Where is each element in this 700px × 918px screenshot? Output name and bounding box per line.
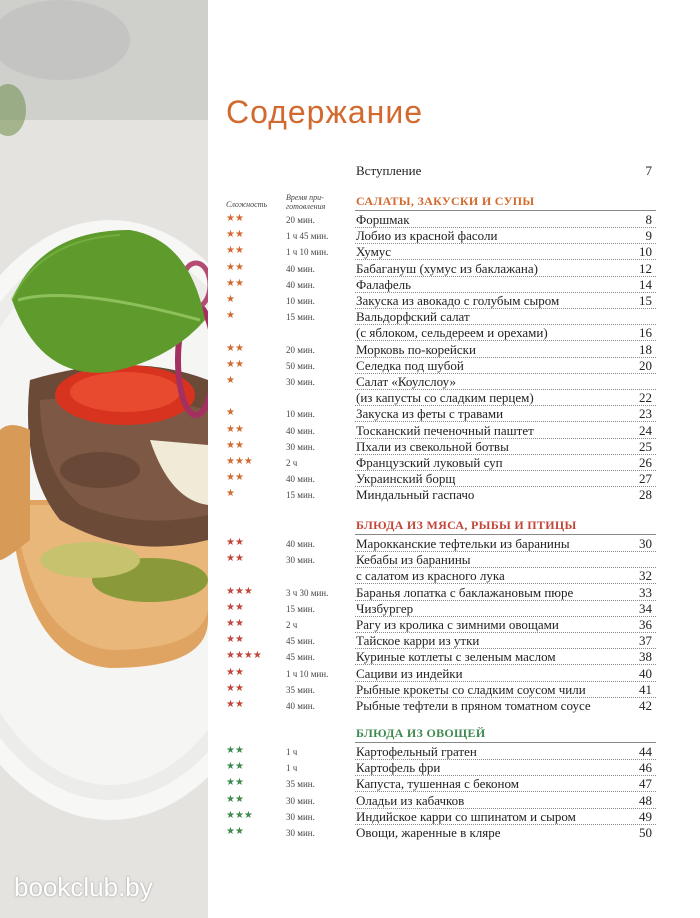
cooking-time: 10 мин. xyxy=(286,409,315,420)
cooking-time: 20 мин. xyxy=(286,344,315,355)
entry-title: Салат «Коулслоу» xyxy=(356,374,456,389)
entry-page: 16 xyxy=(639,325,652,341)
entry-title: Кебабы из баранины xyxy=(356,552,471,568)
entry-page: 44 xyxy=(639,744,652,759)
toc-row[interactable] xyxy=(208,568,700,584)
entry-title: Рыбные тефтели в пряном томатном соусе xyxy=(356,698,591,713)
difficulty-stars: ★★ xyxy=(226,761,244,773)
toc-row[interactable] xyxy=(208,244,700,260)
toc-row[interactable] xyxy=(208,406,700,422)
difficulty-stars: ★★ xyxy=(226,699,244,710)
cooking-time: 20 мин. xyxy=(286,215,315,225)
entry-title: Фалафель xyxy=(356,276,412,292)
cooking-time: 1 ч 10 мин. xyxy=(286,247,329,258)
entry-page: 22 xyxy=(639,390,652,406)
toc-row[interactable] xyxy=(208,666,700,682)
toc-row[interactable] xyxy=(208,423,700,439)
entry-title: Пхали из свекольной ботвы xyxy=(356,438,509,454)
toc-row[interactable] xyxy=(208,374,700,390)
entry-title: Капуста, тушенная с беконом xyxy=(356,776,519,792)
cooking-time: 30 мин. xyxy=(286,555,315,566)
burger-photo xyxy=(0,0,208,918)
difficulty-stars: ★★ xyxy=(226,213,244,224)
section-divider xyxy=(355,534,656,535)
page-title: Содержание xyxy=(226,94,424,130)
entry-title: Вальдорфский салат xyxy=(356,309,470,325)
toc-row[interactable] xyxy=(208,342,700,358)
entry-page: 12 xyxy=(639,260,652,276)
toc-row[interactable] xyxy=(208,825,700,841)
entry-title: Вступление xyxy=(356,163,422,178)
cooking-time: 40 мин. xyxy=(286,425,315,436)
section-divider xyxy=(355,210,656,211)
cooking-time: 45 мин. xyxy=(286,652,315,663)
entry-page: 30 xyxy=(639,536,652,551)
cooking-time: 2 ч xyxy=(286,458,298,468)
section-heading: САЛАТЫ, ЗАКУСКИ И СУПЫ xyxy=(356,194,535,208)
cooking-time: 45 мин. xyxy=(286,636,315,647)
entry-page: 24 xyxy=(639,422,652,438)
difficulty-stars: ★★ xyxy=(226,342,244,354)
entry-title: Закуска из авокадо с голубым сыром xyxy=(356,293,560,308)
section-heading: БЛЮДА ИЗ МЯСА, РЫБЫ И ПТИЦЫ xyxy=(356,518,577,532)
difficulty-stars: ★★ xyxy=(226,423,244,435)
toc-row[interactable] xyxy=(208,358,700,374)
cooking-time: 3 ч 30 мин. xyxy=(286,587,329,598)
toc-row[interactable] xyxy=(208,487,700,503)
toc-row-intro[interactable] xyxy=(208,163,700,179)
difficulty-stars: ★ xyxy=(226,294,235,305)
entry-title: Миндальный гаспачо xyxy=(356,487,475,503)
toc-row[interactable] xyxy=(208,325,700,341)
section-divider xyxy=(355,742,656,743)
cooking-time: 40 мин. xyxy=(286,279,315,290)
entry-page: 28 xyxy=(639,487,652,503)
entry-page: 40 xyxy=(639,665,652,681)
watermark-text: bookclub.by xyxy=(14,872,153,902)
toc-row[interactable] xyxy=(208,633,700,649)
difficulty-stars: ★★ xyxy=(226,229,244,241)
entry-title: Индийское карри со шпинатом и сыром xyxy=(356,808,576,824)
entry-title: Овощи, жаренные в кляре xyxy=(356,825,501,840)
toc-row[interactable] xyxy=(208,776,700,792)
entry-page: 18 xyxy=(639,341,652,357)
entry-page: 32 xyxy=(639,568,652,584)
cooking-time: 40 мин. xyxy=(286,539,315,549)
entry-page: 26 xyxy=(639,455,652,470)
entry-title: (с яблоком, сельдереем и орехами) xyxy=(356,325,548,341)
cooking-time: 40 мин. xyxy=(286,474,315,485)
difficulty-stars: ★★★ xyxy=(226,809,253,821)
entry-page: 37 xyxy=(639,633,652,649)
entry-title: Куриные котлеты с зеленым маслом xyxy=(356,649,556,665)
cooking-time: 2 ч xyxy=(286,620,298,630)
toc-row[interactable] xyxy=(208,760,700,776)
cooking-time: 50 мин. xyxy=(286,360,315,371)
toc-row[interactable] xyxy=(208,293,700,309)
entry-page: 9 xyxy=(645,228,652,244)
difficulty-stars: ★★ xyxy=(226,618,244,629)
toc-row[interactable] xyxy=(208,471,700,487)
entry-title: (из капусты со сладким перцем) xyxy=(356,390,534,406)
entry-title: Оладьи из кабачков xyxy=(356,792,465,808)
entry-title: Морковь по-корейски xyxy=(356,341,476,357)
entry-title: Картофельный гратен xyxy=(356,744,477,759)
entry-page: 20 xyxy=(639,357,652,373)
difficulty-stars: ★ xyxy=(226,375,235,386)
toc-row[interactable] xyxy=(208,309,700,325)
entry-page: 34 xyxy=(639,600,652,616)
entry-title: Картофель фри xyxy=(356,760,441,776)
entry-title: Чизбургер xyxy=(356,600,414,616)
entry-page: 46 xyxy=(639,760,652,776)
difficulty-stars: ★★★ xyxy=(226,585,253,597)
cooking-time: 30 мин. xyxy=(286,441,315,452)
toc-row[interactable] xyxy=(208,536,700,552)
entry-title: Хумус xyxy=(356,244,392,260)
difficulty-stars: ★★ xyxy=(226,553,244,565)
entry-page: 48 xyxy=(639,792,652,808)
entry-page: 42 xyxy=(639,698,652,713)
toc-row[interactable] xyxy=(208,261,700,277)
entry-page: 41 xyxy=(639,681,652,697)
entry-page: 47 xyxy=(639,776,652,792)
difficulty-stars: ★★ xyxy=(226,261,244,273)
toc-row[interactable] xyxy=(208,585,700,601)
difficulty-stars: ★★ xyxy=(226,634,244,646)
entry-page: 7 xyxy=(645,163,652,178)
burger-illustration xyxy=(0,0,208,918)
entry-title: Тайское карри из утки xyxy=(356,633,480,649)
entry-title: Баранья лопатка с баклажановым пюре xyxy=(356,584,574,600)
time-column-header: Время при- готовления xyxy=(286,193,326,211)
difficulty-stars: ★ xyxy=(226,407,235,419)
entry-title: Рыбные крокеты со сладким соусом чили xyxy=(356,681,586,697)
cooking-time: 1 ч 45 мин. xyxy=(286,231,329,242)
difficulty-stars: ★★ xyxy=(226,826,244,837)
toc-row[interactable] xyxy=(208,212,700,228)
toc-row[interactable] xyxy=(208,228,700,244)
toc-row[interactable] xyxy=(208,390,700,406)
entry-page: 14 xyxy=(639,276,652,292)
cooking-time: 40 мин. xyxy=(286,701,315,711)
difficulty-stars: ★★ xyxy=(226,777,244,789)
cooking-time: 15 мин. xyxy=(286,312,315,323)
difficulty-stars: ★★ xyxy=(226,793,244,805)
cooking-time: 15 мин. xyxy=(286,603,315,614)
entry-title: Селедка под шубой xyxy=(356,357,464,373)
entry-title: Французский луковый суп xyxy=(356,455,503,470)
difficulty-stars: ★★ xyxy=(226,245,244,257)
entry-page: 33 xyxy=(639,584,652,600)
entry-title: Украинский борщ xyxy=(356,471,456,487)
entry-page: 10 xyxy=(639,244,652,260)
cooking-time: 15 мин. xyxy=(286,490,315,501)
entry-title: Сациви из индейки xyxy=(356,665,463,681)
difficulty-stars: ★★ xyxy=(226,277,244,289)
cooking-time: 30 мин. xyxy=(286,377,315,387)
entry-title: Рагу из кролика с зимними овощами xyxy=(356,617,559,632)
entry-page: 38 xyxy=(639,649,652,665)
section-heading: БЛЮДА ИЗ ОВОЩЕЙ xyxy=(356,726,486,740)
entry-page: 36 xyxy=(639,617,652,632)
toc-row[interactable] xyxy=(208,698,700,714)
entry-title: Бабагануш (хумус из баклажана) xyxy=(356,260,538,276)
entry-page: 50 xyxy=(639,825,652,840)
toc-row[interactable] xyxy=(208,277,700,293)
toc-row[interactable] xyxy=(208,809,700,825)
difficulty-stars: ★★★★ xyxy=(226,650,262,662)
cooking-time: 1 ч xyxy=(286,763,298,774)
toc-row[interactable] xyxy=(208,649,700,665)
contents-page xyxy=(208,0,700,918)
difficulty-stars: ★ xyxy=(226,310,235,322)
cooking-time: 35 мин. xyxy=(286,684,315,695)
difficulty-stars: ★★★ xyxy=(226,456,253,467)
cooking-time: 40 мин. xyxy=(286,263,315,274)
entry-title: с салатом из красного лука xyxy=(356,568,505,584)
entry-page: 15 xyxy=(639,293,652,308)
difficulty-stars: ★★ xyxy=(226,358,244,370)
cooking-time: 35 мин. xyxy=(286,779,315,790)
difficulty-stars: ★★ xyxy=(226,472,244,484)
toc-row[interactable] xyxy=(208,552,700,568)
difficulty-column-header: Сложность xyxy=(226,200,268,209)
entry-title: Закуска из феты с травами xyxy=(356,406,504,422)
toc-row[interactable] xyxy=(208,682,700,698)
difficulty-stars: ★★ xyxy=(226,537,244,548)
difficulty-stars: ★ xyxy=(226,488,235,500)
difficulty-stars: ★★ xyxy=(226,682,244,694)
cooking-time: 30 мин. xyxy=(286,828,315,838)
toc-row[interactable] xyxy=(208,617,700,633)
cooking-time: 10 мин. xyxy=(286,296,315,306)
cooking-time: 1 ч 10 мин. xyxy=(286,668,329,679)
difficulty-stars: ★★ xyxy=(226,601,244,613)
entry-title: Марокканские тефтельки из баранины xyxy=(356,536,570,551)
entry-page: 8 xyxy=(645,212,652,227)
cooking-time: 30 мин. xyxy=(286,795,315,806)
difficulty-stars: ★★ xyxy=(226,439,244,451)
entry-page: 25 xyxy=(639,438,652,454)
difficulty-stars: ★★ xyxy=(226,666,244,678)
entry-title: Лобио из красной фасоли xyxy=(356,228,498,244)
cooking-time: 30 мин. xyxy=(286,811,315,822)
entry-title: Форшмак xyxy=(356,212,410,227)
entry-title: Тосканский печеночный паштет xyxy=(356,422,534,438)
entry-page: 23 xyxy=(639,406,652,422)
toc-row[interactable] xyxy=(208,744,700,760)
toc-row[interactable] xyxy=(208,439,700,455)
difficulty-stars: ★★ xyxy=(226,745,244,756)
entry-page: 49 xyxy=(639,808,652,824)
toc-row[interactable] xyxy=(208,455,700,471)
toc-row[interactable] xyxy=(208,793,700,809)
entry-page: 27 xyxy=(639,471,652,487)
cooking-time: 1 ч xyxy=(286,747,298,757)
toc-row[interactable] xyxy=(208,601,700,617)
